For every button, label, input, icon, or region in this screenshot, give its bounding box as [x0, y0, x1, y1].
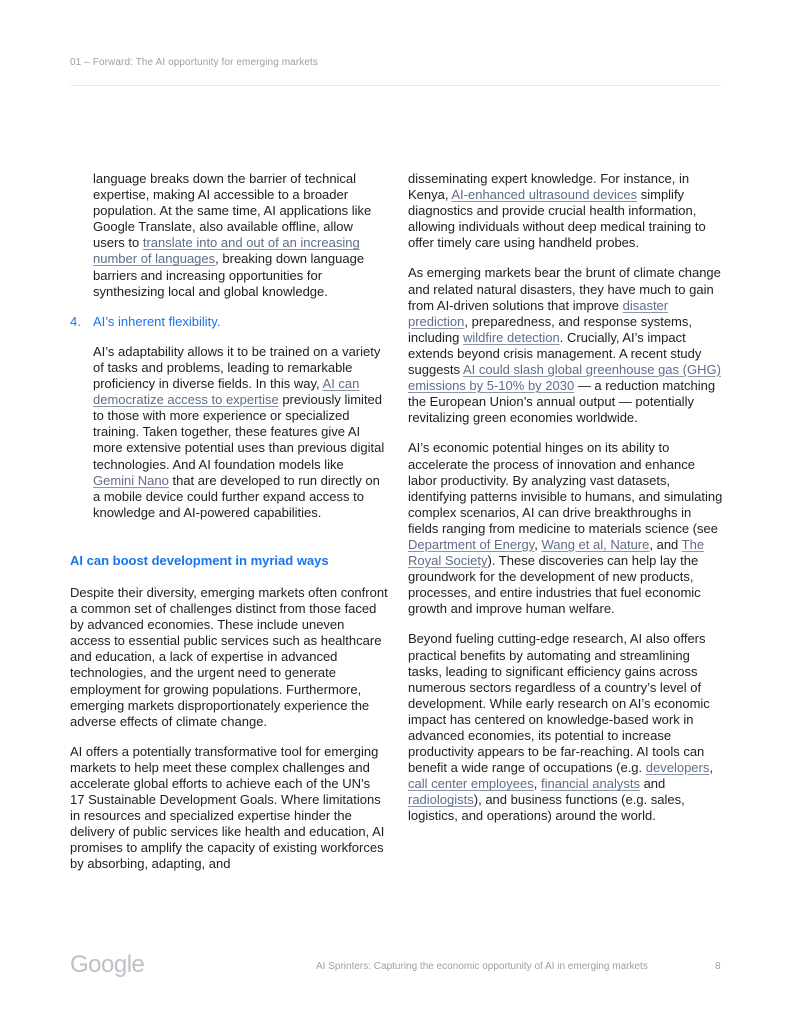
text: , [534, 536, 542, 552]
text: AI’s economic potential hinges on its ability to accelerate the process of innovation and enhance labor productivity. By analyzing vast datasets, identifying patterns invisible to humans, and simulating complex scenarios, AI can drive breakthroughs in fields ranging from medicine to materials science (see [408, 440, 723, 536]
paragraph-climate [408, 265, 724, 426]
text: , [709, 760, 713, 776]
text: , preparedness, and response systems, including [408, 313, 692, 345]
right-column [408, 171, 724, 839]
left-column [70, 171, 388, 887]
text: and [639, 776, 666, 792]
paragraph-translation [70, 171, 388, 300]
text: ). These discoveries can help lay the groundwork for the development of new products, processes, and entire industries that fuel economic growth and improve human welfare. [408, 553, 701, 617]
paragraph-transformative: AI offers a potentially transformative tool for emerging markets to help meet these complex challenges and accelerate global efforts to achieve each of the UN’s 17 Sustainable Development Goals. Where limitations in resources and specialized expertise hinder the delivery of public services like health and education, AI promises to amplify the capacity of existing workforces by absorbing, adapting, and [70, 743, 385, 872]
text: , and [649, 536, 682, 552]
text: language breaks down the barrier of technical expertise, making AI accessible to a broader population. At the same time, AI applications like Google Translate, also available offline, allow users to [93, 171, 372, 251]
link-democratize-expertise[interactable]: AI can democratize access to expertise [93, 376, 360, 408]
link-royal-society[interactable]: The Royal Society [408, 536, 705, 569]
link-call-center-employees[interactable]: call center employees [408, 776, 534, 792]
link-wildfire-detection[interactable]: wildfire detection [462, 329, 560, 345]
link-gemini-nano[interactable]: Gemini Nano [93, 472, 169, 488]
link-ghg-emissions[interactable]: AI could slash global greenhouse gas (GHG) emissions by 5-10% by 2030 [408, 362, 721, 394]
paragraph-innovation [408, 440, 724, 617]
text: AI’s adaptability allows it to be trained on a variety of tasks and problems, leading to remarkable proficiency in diverse fields. In this way, [93, 343, 381, 392]
text: previously limited to those with more experience or specialized training. Taken together, these features give AI more extensive potential uses than previous digital technologies. And AI foundation models like [93, 392, 385, 472]
text: . Crucially, AI’s impact extends beyond crisis management. A recent study suggests [408, 329, 702, 378]
link-disaster-prediction[interactable]: disaster prediction [408, 297, 669, 329]
text: simplify diagnostics and provide crucial health information, allowing individuals without deep medical training to offer timely care using handheld probes. [408, 187, 706, 251]
paragraph-productivity [408, 631, 724, 824]
page-number: 8 [715, 961, 721, 972]
section-heading: AI can boost development in myriad ways [70, 552, 329, 568]
list-item-4 [70, 314, 388, 330]
text: — a reduction matching the European Union’s annual output — potentially revitalizing green economies worldwide. [408, 378, 716, 426]
text: As emerging markets bear the brunt of climate change and related natural disasters, they have much to gain from AI-driven solutions that improve [408, 265, 721, 313]
text: ), and business functions (e.g. sales, logistics, and operations) around the world. [408, 792, 685, 824]
list-number: 4. [70, 313, 81, 329]
paragraph-challenges: Despite their diversity, emerging markets often confront a common set of challenges distinct from those faced by advanced economies. These include uneven access to essential public services such as healthcare and education, a lack of expertise in advanced technologies, and the urgent need to generate employment for growing populations. Furthermore, emerging markets disproportionately experience the adverse effects of climate change. [70, 584, 388, 729]
list-item-title: AI’s inherent flexibility. [93, 313, 221, 329]
google-logo: Google [70, 951, 145, 978]
text: that are developed to run directly on a mobile device could further expand access to knowledge and AI-powered capabilities. [93, 472, 380, 520]
text: , breaking down language barriers and increasing opportunities for synthesizing local and global knowledge. [93, 251, 365, 299]
running-header: 01 – Forward: The AI opportunity for emerging markets [70, 57, 319, 68]
link-radiologists[interactable]: radiologists [408, 792, 474, 808]
text: Beyond fueling cutting-edge research, AI also offers practical benefits by automating and streamlining tasks, leading to significant efficiency gains across numerous sectors regardless of a country’s level of development. While early research on AI’s economic impact has centered on knowledge-based work in advanced economies, its potential to increase productivity appears to be far-reaching. AI tools can benefit a wide range of occupations (e.g. [408, 631, 710, 776]
link-financial-analysts[interactable]: financial analysts [540, 776, 640, 792]
link-translate-languages[interactable]: translate into and out of an increasing number of languages [93, 235, 360, 267]
link-department-of-energy[interactable]: Department of Energy [408, 536, 535, 552]
link-ultrasound-devices[interactable]: AI-enhanced ultrasound devices [451, 187, 638, 203]
link-developers[interactable]: developers [645, 760, 710, 776]
paragraph-kenya [408, 171, 724, 251]
footer-title: AI Sprinters: Capturing the economic opportunity of AI in emerging markets [316, 961, 648, 972]
text: , [533, 776, 541, 792]
text: disseminating expert knowledge. For instance, in Kenya, [408, 171, 690, 203]
link-wang-nature[interactable]: Wang et al, Nature [541, 536, 650, 552]
header-divider [70, 85, 721, 86]
paragraph-flexibility [70, 344, 388, 521]
